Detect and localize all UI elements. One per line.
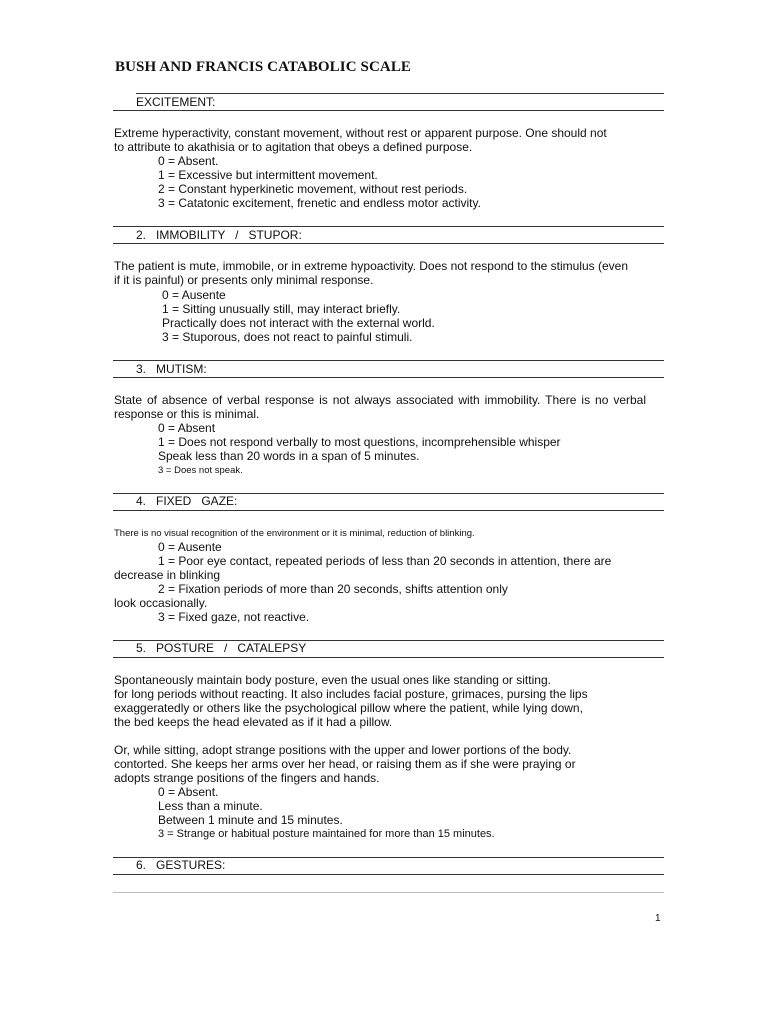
scale-item: 3 = Strange or habitual posture maintained for more than 15 minutes. — [158, 828, 495, 840]
section-description: The patient is mute, immobile, or in extreme hypoactivity. Does not respond to the stimulus (even if it is painful) or presents only minimal response. — [114, 259, 629, 287]
footer-rule — [113, 892, 664, 893]
section-heading-fixed-gaze: 4. FIXED GAZE: — [136, 494, 238, 508]
scale-item: 3 = Does not speak. — [158, 465, 243, 476]
scale-item: 3 = Stuporous, does not react to painful stimuli. — [162, 330, 413, 344]
section-rule-top — [113, 226, 664, 227]
scale-item: 3 = Fixed gaze, not reactive. — [158, 610, 310, 624]
section-rule-bottom — [113, 110, 664, 111]
scale-item-continuation: look occasionally. — [114, 596, 208, 610]
section-rule-bottom — [113, 874, 664, 875]
scale-item: 2 = Constant hyperkinetic movement, without rest periods. — [158, 182, 468, 196]
scale-item: Between 1 minute and 15 minutes. — [158, 813, 343, 827]
scale-item: 0 = Ausente — [158, 540, 222, 554]
scale-item: 1 = Sitting unusually still, may interact briefly. — [162, 302, 401, 316]
section-description: Extreme hyperactivity, constant movement, without rest or apparent purpose. One should not to attribute to akathisia or to agitation that obeys a defined purpose. — [114, 126, 607, 154]
scale-item: 0 = Ausente — [162, 288, 226, 302]
scale-item: Practically does not interact with the external world. — [162, 316, 435, 330]
scale-item: 1 = Poor eye contact, repeated periods of less than 20 seconds in attention, there are — [158, 554, 612, 568]
scale-item: 1 = Does not respond verbally to most questions, incomprehensible whisper — [158, 435, 561, 449]
section-description: There is no visual recognition of the environment or it is minimal, reduction of blinking. — [114, 528, 475, 539]
section-rule-bottom — [113, 510, 664, 511]
page-number: 1 — [655, 913, 661, 924]
scale-item: 0 = Absent. — [158, 154, 219, 168]
section-rule-bottom — [113, 377, 664, 378]
section-description: Or, while sitting, adopt strange positions with the upper and lower portions of the body. contorted. She keeps her arms over her head, or raising them as if she were praying or adopts strange positions of the fingers and hands. — [114, 743, 576, 785]
scale-item-continuation: decrease in blinking — [114, 568, 221, 582]
document-title: BUSH AND FRANCIS CATABOLIC SCALE — [115, 59, 412, 75]
section-description: State of absence of verbal response is not always associated with immobility. There is no verbal response or this is minimal. — [114, 393, 646, 421]
section-heading-immobility: 2. IMMOBILITY / STUPOR: — [136, 228, 302, 242]
section-rule-bottom — [113, 243, 664, 244]
section-heading-excitement: EXCITEMENT: — [136, 95, 216, 109]
section-heading-posture: 5. POSTURE / CATALEPSY — [136, 641, 307, 655]
scale-item: Less than a minute. — [158, 799, 263, 813]
scale-item: 0 = Absent. — [158, 785, 219, 799]
section-description: Spontaneously maintain body posture, even the usual ones like standing or sitting. for long periods without reacting. It also includes facial posture, grimaces, pursing the lips exaggeratedly or others like the psychological pillow where the patient, while lying down, the bed keeps the head elevated as if it had a pillow. — [114, 673, 588, 729]
section-heading-gestures: 6. GESTURES: — [136, 858, 226, 872]
section-rule-top — [136, 93, 664, 94]
scale-item: 2 = Fixation periods of more than 20 seconds, shifts attention only — [158, 582, 508, 596]
scale-item: Speak less than 20 words in a span of 5 minutes. — [158, 449, 420, 463]
section-rule-bottom — [113, 657, 664, 658]
scale-item: 1 = Excessive but intermittent movement. — [158, 168, 378, 182]
section-heading-mutism: 3. MUTISM: — [136, 362, 207, 376]
scale-item: 3 = Catatonic excitement, frenetic and endless motor activity. — [158, 196, 481, 210]
section-rule-top — [113, 360, 664, 361]
scale-item: 0 = Absent — [158, 421, 216, 435]
